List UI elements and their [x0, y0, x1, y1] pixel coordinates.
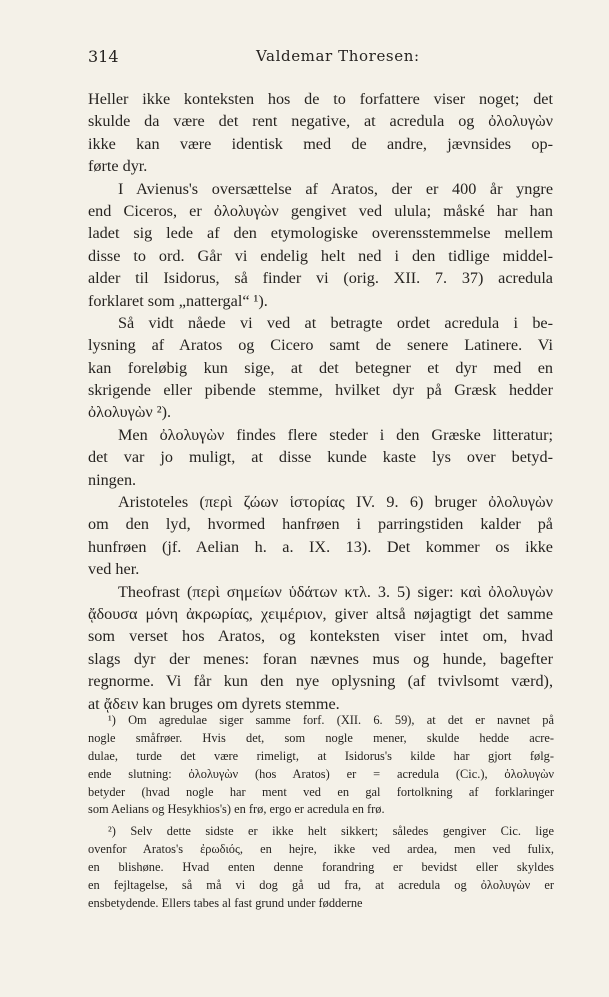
footnote-line: en blishøne. Hvad enten denne forandring er bevidst eller skyldes [88, 860, 554, 875]
text-line: Så vidt nåede vi ved at betragte ordet acredula i be- [118, 313, 553, 332]
text-line: forklaret som „nattergal“ ¹). [88, 291, 268, 310]
text-line: I Avienus's oversættelse af Aratos, der er 400 år yngre [118, 179, 553, 198]
text-line: regnorme. Vi får kun den nye oplysning (af tvivlsomt værd), [88, 672, 553, 691]
text-line: ikke kan være identisk med de andre, jævnsides op- [88, 134, 553, 153]
text-line: ladet sig lede af den etymologiske overensstemmelse mellem [88, 224, 553, 243]
text-line: om den lyd, hvormed hanfrøen i parringstiden kalder på [88, 515, 553, 534]
footnote-line: som Aelians og Hesykhios's) en frø, ergo er acredula en frø. [88, 802, 385, 817]
footnote-line: en fejltagelse, så må vi dog gå ud fra, at acredula og ὀλολυγὼν er [88, 878, 554, 893]
footnotes [88, 712, 554, 913]
text-line: som verset hos Aratos, og konteksten viser intet om, hvad [88, 627, 553, 646]
running-head [88, 47, 549, 69]
footnote-line: ovenfor Aratos's ἐρωδιός, en hejre, ikke ved ardea, men ved fulix, [88, 842, 554, 857]
footnote-line: ²) Selv dette sidste er ikke helt sikkert; således gengiver Cic. lige [108, 824, 554, 839]
footnote-line: ¹) Om agredulae siger samme forf. (XII. 6. 59), at det er navnet på [108, 713, 554, 727]
text-line: ὀλολυγὼν ²). [88, 403, 172, 422]
text-line: det var jo muligt, at disse kunde kaste lys over betyd- [88, 448, 553, 467]
footnote-line: dulae, turde det være rimeligt, at Isidorus's kilde har gjort følg- [88, 748, 554, 763]
text-line: Aristoteles (περὶ ζώων ἱστορίας IV. 9. 6) bruger ὀλολυγὼν [118, 493, 553, 512]
text-line: Men ὀλολυγὼν findes flere steder i den Græske litteratur; [118, 425, 553, 444]
text-line: ved her. [88, 560, 140, 579]
text-line: alder til Isidorus, så finder vi (orig. XII. 7. 37) acredula [88, 269, 553, 288]
footnote-line: ensbetydende. Ellers tabes al fast grund under fødderne [88, 895, 363, 910]
text-line: lysning af Aratos og Cicero samt de senere Latinere. Vi [88, 336, 553, 355]
page-number: 314 [88, 47, 119, 66]
text-line: end Ciceros, er ὀλολυγὼν gengivet ved ulula; måské har han [88, 201, 553, 220]
text-line: Theofrast (περὶ σημείων ὑδάτων κτλ. 3. 5) siger: καὶ ὀλολυγὼν [118, 582, 553, 601]
text-line: ᾄδουσα μόνη ἀκρωρίας, χειμέριον, giver altså nøjagtigt det samme [88, 604, 553, 623]
text-line: skulde da være det rent negative, at acredula og ὀλολυγὼν [88, 112, 553, 131]
text-line: hunfrøen (jf. Aelian h. a. IX. 13). Det kommer os ikke [88, 537, 553, 556]
footnote-2 [88, 823, 554, 912]
main-text [88, 88, 553, 715]
footnote-line: nogle småfrøer. Hvis det, som nogle mener, skulde hedde acre- [88, 730, 554, 745]
text-line: disse to ord. Går vi endelig helt ned i den tidlige middel- [88, 246, 553, 265]
text-line: ningen. [88, 470, 137, 489]
text-line: skrigende eller pibende stemme, hvilket dyr på Græsk hedder [88, 381, 553, 400]
running-title: Valdemar Thoresen: [256, 47, 420, 65]
text-line: at ᾄδειν kan bruges om dyrets stemme. [88, 694, 340, 713]
text-line: slags dyr der menes: foran nævnes mus og hunde, bagefter [88, 649, 553, 668]
text-line: førte dyr. [88, 157, 148, 176]
text-line: Heller ikke konteksten hos de to forfattere viser noget; det [88, 90, 553, 108]
footnote-line: ende slutning: ὀλολυγὼν (hos Aratos) er = acredula (Cic.), ὀλολυγὼν [88, 766, 554, 781]
footnote-1 [88, 712, 554, 819]
footnote-marker: ¹) [108, 713, 116, 727]
footnote-marker: ²) [108, 824, 116, 839]
text-line: kan foreløbig kun sige, at det betegner et dyr med en [88, 358, 553, 377]
footnote-line: betyder (hvad nogle har ment ved en gal fortolkning af forklaringer [88, 784, 554, 799]
